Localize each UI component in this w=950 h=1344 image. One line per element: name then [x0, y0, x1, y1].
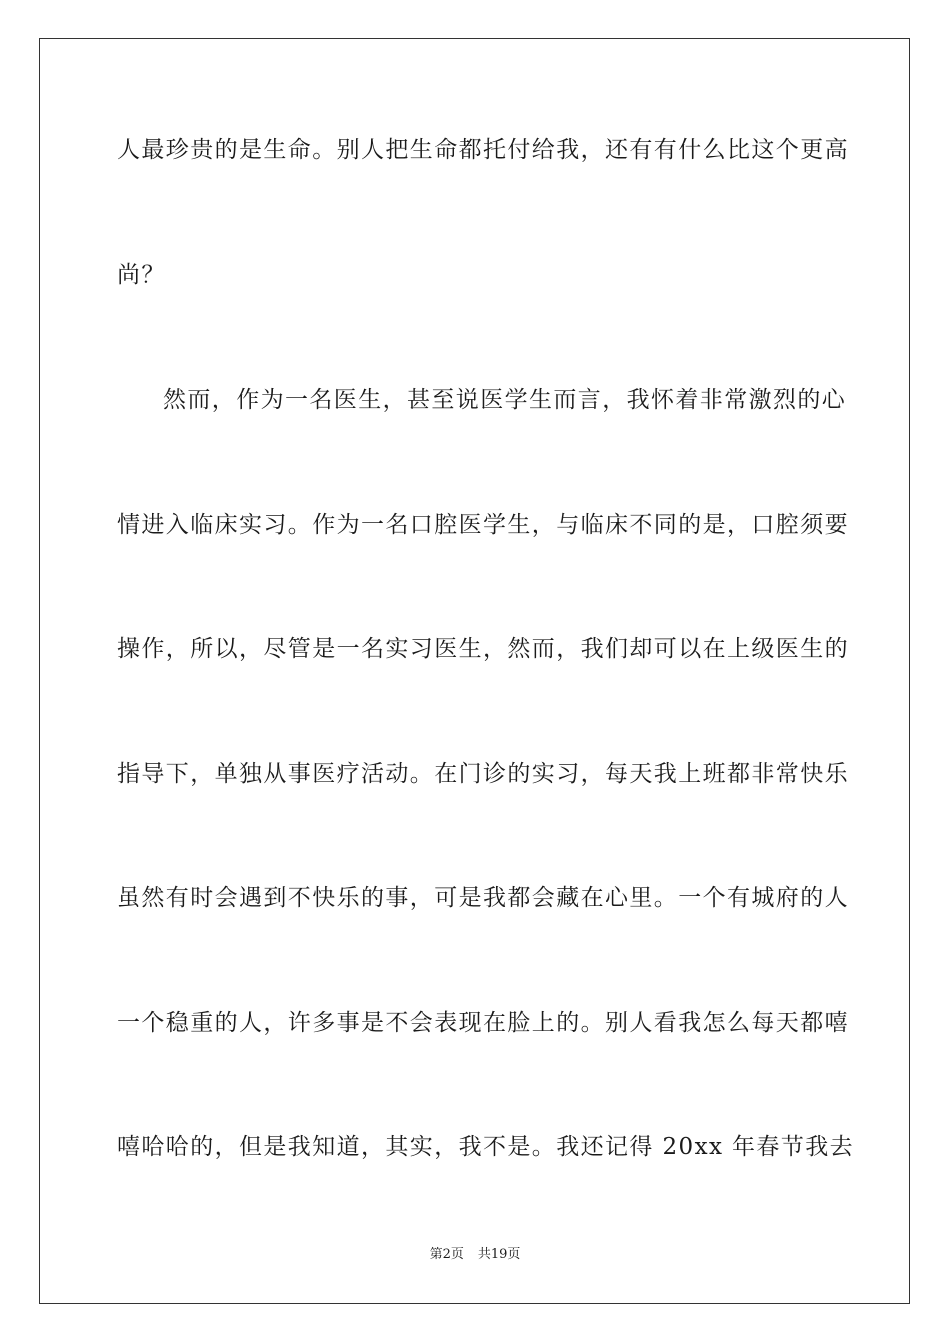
page-number-total: 共19页 — [477, 1247, 521, 1262]
text-line-7: 虽然有时会遇到不快乐的事，可是我都会藏在心里。一个有城府的人 — [117, 885, 849, 911]
page-footer — [0, 1246, 950, 1264]
text-line-1: 人最珍贵的是生命。别人把生命都托付给我，还有有什么比这个更高 — [117, 137, 849, 163]
page-frame — [39, 38, 910, 1304]
text-line-3: 然而，作为一名医生，甚至说医学生而言，我怀着非常激烈的心 — [163, 387, 847, 413]
text-line-2: 尚？ — [117, 262, 166, 288]
text-line-9: 嘻哈哈的，但是我知道，其实，我不是。我还记得 20xx 年春节我去 — [117, 1134, 855, 1160]
text-line-8: 一个稳重的人，许多事是不会表现在脸上的。别人看我怎么每天都嘻 — [117, 1010, 849, 1036]
text-line-6: 指导下，单独从事医疗活动。在门诊的实习，每天我上班都非常快乐 — [117, 761, 849, 787]
text-line-5: 操作，所以，尽管是一名实习医生，然而，我们却可以在上级医生的 — [117, 636, 849, 662]
page-number-current: 第2页 — [429, 1247, 464, 1262]
text-line-4: 情进入临床实习。作为一名口腔医学生，与临床不同的是，口腔须要 — [117, 512, 849, 538]
